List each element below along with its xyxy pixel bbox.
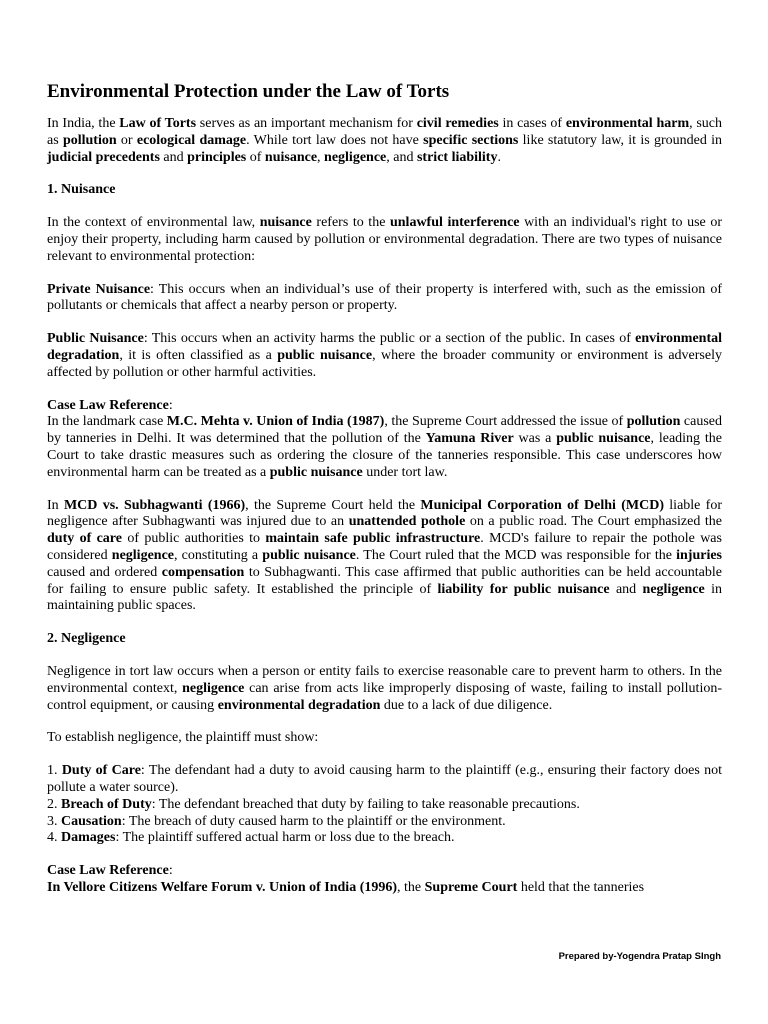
text-run: 3. (47, 813, 61, 829)
list-item (47, 797, 722, 814)
bold-text: Private Nuisance (47, 281, 151, 297)
bold-text: environmental harm (565, 116, 690, 131)
bold-text: Duty of Care (61, 763, 141, 779)
text-run: can arise from acts like improperly disposing of waste, failing to install pollution-control equipment, or causing (47, 680, 723, 713)
text-run: . (497, 149, 501, 165)
text-run: due to a lack of due diligence. (380, 697, 553, 713)
bold-text: ecological damage (136, 132, 247, 148)
bold-text: public nuisance (277, 347, 373, 363)
bold-text: Case Law Reference (47, 397, 169, 413)
text-run: , where the broader community or environment is adversely affected by pollution or other harmful activities. (47, 347, 722, 380)
bold-text: Yamuna River (425, 431, 514, 447)
bold-text: Public Nuisance (47, 331, 144, 347)
bold-text: principles (187, 149, 247, 165)
case-law-label (47, 863, 722, 880)
text-run: with an individual's right to use or enjoy their property, including harm caused by pollution or environmental degradation. There are two types of nuisance relevant to environmental protection: (47, 215, 722, 264)
text-run: , leading the Court to take drastic measures such as ordering the closure of the tanneries responsible. This case underscores how environmental harm can be treated as a (47, 431, 722, 480)
text-run: liable for negligence after Subhagwanti was injured due to an (47, 497, 723, 530)
bold-text: strict liability (416, 149, 498, 165)
text-run: Negligence in tort law occurs when a person or entity fails to exercise reasonable care to prevent harm to others. In the environmental context, (47, 663, 722, 696)
text-run: caused by tanneries in Delhi. It was determined that the pollution of the (47, 414, 722, 447)
bold-text: Municipal Corporation of Delhi (MCD) (420, 497, 664, 513)
bold-text: Law of Torts (119, 116, 197, 131)
bold-text: nuisance (264, 149, 318, 165)
text-run: , the (397, 879, 425, 895)
text-run: : The breach of duty caused harm to the plaintiff or the environment. (121, 813, 506, 829)
bold-text: Supreme Court (424, 879, 518, 895)
bold-text: injuries (676, 547, 722, 563)
bold-text: Case Law Reference (47, 863, 169, 879)
text-run: : This occurs when an individual’s use of their property is interfered with, such as the emission of pollutants or chemicals that affect a nearby person or property. (47, 281, 722, 314)
bold-text: nuisance (259, 215, 312, 231)
paragraph (47, 215, 722, 265)
text-run: : This occurs when an activity harms the public or a section of the public. In cases of (143, 331, 636, 347)
text-run: or (116, 132, 137, 148)
section-block (47, 182, 722, 199)
text-run: in cases of (498, 116, 566, 131)
text-run: , the Supreme Court held the (245, 497, 421, 513)
bold-text: Breach of Duty (61, 796, 152, 812)
text-run: , (317, 149, 325, 165)
paragraph-block (47, 664, 722, 714)
text-run: In India, the (47, 116, 120, 131)
bold-text: M.C. Mehta v. Union of India (1987) (166, 414, 385, 430)
text-run: . The Court ruled that the MCD was responsible for the (355, 547, 677, 563)
paragraph-block (47, 215, 722, 265)
bold-text: negligence (182, 680, 245, 696)
bold-text: negligence (642, 581, 705, 597)
section-heading: 2. Negligence (47, 631, 126, 647)
bold-text: duty of care (47, 531, 122, 547)
paragraph (47, 664, 722, 714)
text-run: , and (386, 149, 417, 165)
text-run: To establish negligence, the plaintiff must show: (47, 730, 319, 746)
paragraph-block (47, 730, 722, 747)
bold-text: liability for public nuisance (437, 581, 610, 597)
text-run: 4. (47, 830, 61, 846)
bold-text: negligence (324, 149, 387, 165)
text-run: 1. (47, 763, 62, 779)
paragraph-block (47, 116, 722, 166)
bold-text: specific sections (423, 132, 519, 148)
paragraph-block (47, 331, 722, 381)
bold-text: In (47, 879, 64, 895)
text-run: serves as an important mechanism for (196, 116, 417, 131)
bold-text: public nuisance (262, 547, 356, 563)
bold-text: pollution (626, 414, 681, 430)
text-run: : The defendant had a duty to avoid causing harm to the plaintiff (e.g., ensuring their factory does not pollute a water source). (47, 763, 723, 795)
text-run: refers to the (311, 215, 390, 231)
paragraph (47, 282, 722, 316)
text-run: to Subhagwanti. This case affirmed that public authorities can be held accountable for failing to ensure public safety. It established the principle of (47, 564, 722, 597)
text-run: In (47, 497, 64, 513)
document-body (47, 116, 722, 897)
author-footer: Prepared by-Yogendra Pratap SIngh (558, 951, 721, 962)
paragraph (47, 414, 722, 481)
text-run: 2. (47, 796, 61, 812)
bold-text: unattended pothole (348, 514, 466, 530)
bold-text: public nuisance (556, 431, 651, 447)
text-run: : (168, 397, 173, 413)
paragraph (47, 498, 722, 616)
bold-text: environmental degradation (47, 331, 722, 363)
section-block (47, 631, 722, 648)
text-run: : The defendant breached that duty by failing to take reasonable precautions. (151, 796, 580, 812)
bold-text: Causation (61, 813, 122, 829)
text-run: , such as (47, 116, 723, 148)
text-run: was a (513, 431, 557, 447)
text-run: , it is often classified as a (119, 347, 278, 363)
bold-text: negligence (111, 547, 175, 563)
paragraph (47, 880, 722, 897)
bold-text: unlawful interference (389, 215, 520, 231)
text-run: . While tort law does not have (246, 132, 424, 148)
bold-text: environmental degradation (217, 697, 381, 713)
paragraph-block (47, 282, 722, 316)
bold-text: civil remedies (416, 116, 499, 131)
text-run: and (159, 149, 188, 165)
case-law-block (47, 863, 722, 897)
list-item (47, 814, 722, 831)
document-title: Environmental Protection under the Law of Torts (47, 81, 450, 102)
paragraph (47, 331, 722, 381)
text-run: : The plaintiff suffered actual harm or loss due to the breach. (115, 830, 455, 846)
document-page (47, 80, 722, 913)
paragraph-block (47, 498, 722, 616)
text-run: of public authorities to (121, 531, 266, 547)
bold-text: Vellore Citizens Welfare Forum v. Union of India (1996) (63, 879, 398, 895)
text-run: In the landmark case (47, 414, 167, 430)
text-run: on a public road. The Court emphasized the (465, 514, 723, 530)
bold-text: compensation (161, 564, 245, 580)
text-run: in maintaining public spaces. (47, 581, 723, 614)
text-run: In the context of environmental law, (47, 215, 260, 231)
text-run: of (246, 149, 265, 165)
bold-text: Damages (61, 830, 116, 846)
bold-text: maintain safe public infrastructure (265, 531, 481, 547)
paragraph (47, 730, 722, 747)
text-run: like statutory law, it is grounded in (518, 132, 722, 148)
bold-text: public nuisance (269, 464, 363, 480)
text-run: held that the tanneries (517, 879, 645, 895)
text-run: and (609, 581, 643, 597)
text-run: , constituting a (174, 547, 263, 563)
paragraph (47, 116, 722, 166)
list-item (47, 830, 722, 847)
bold-text: judicial precedents (47, 149, 160, 165)
text-run: under tort law. (362, 464, 448, 480)
case-law-block (47, 398, 722, 482)
text-run: , the Supreme Court addressed the issue of (384, 414, 627, 430)
text-run: . MCD's failure to repair the pothole was considered (47, 531, 722, 563)
section-heading: 1. Nuisance (47, 182, 116, 198)
bold-text: MCD vs. Subhagwanti (1966) (63, 497, 246, 513)
numbered-list (47, 763, 722, 847)
list-item (47, 763, 722, 797)
text-run: caused and ordered (47, 564, 162, 580)
bold-text: pollution (62, 132, 117, 148)
case-law-label (47, 398, 722, 415)
text-run: : (168, 863, 173, 879)
